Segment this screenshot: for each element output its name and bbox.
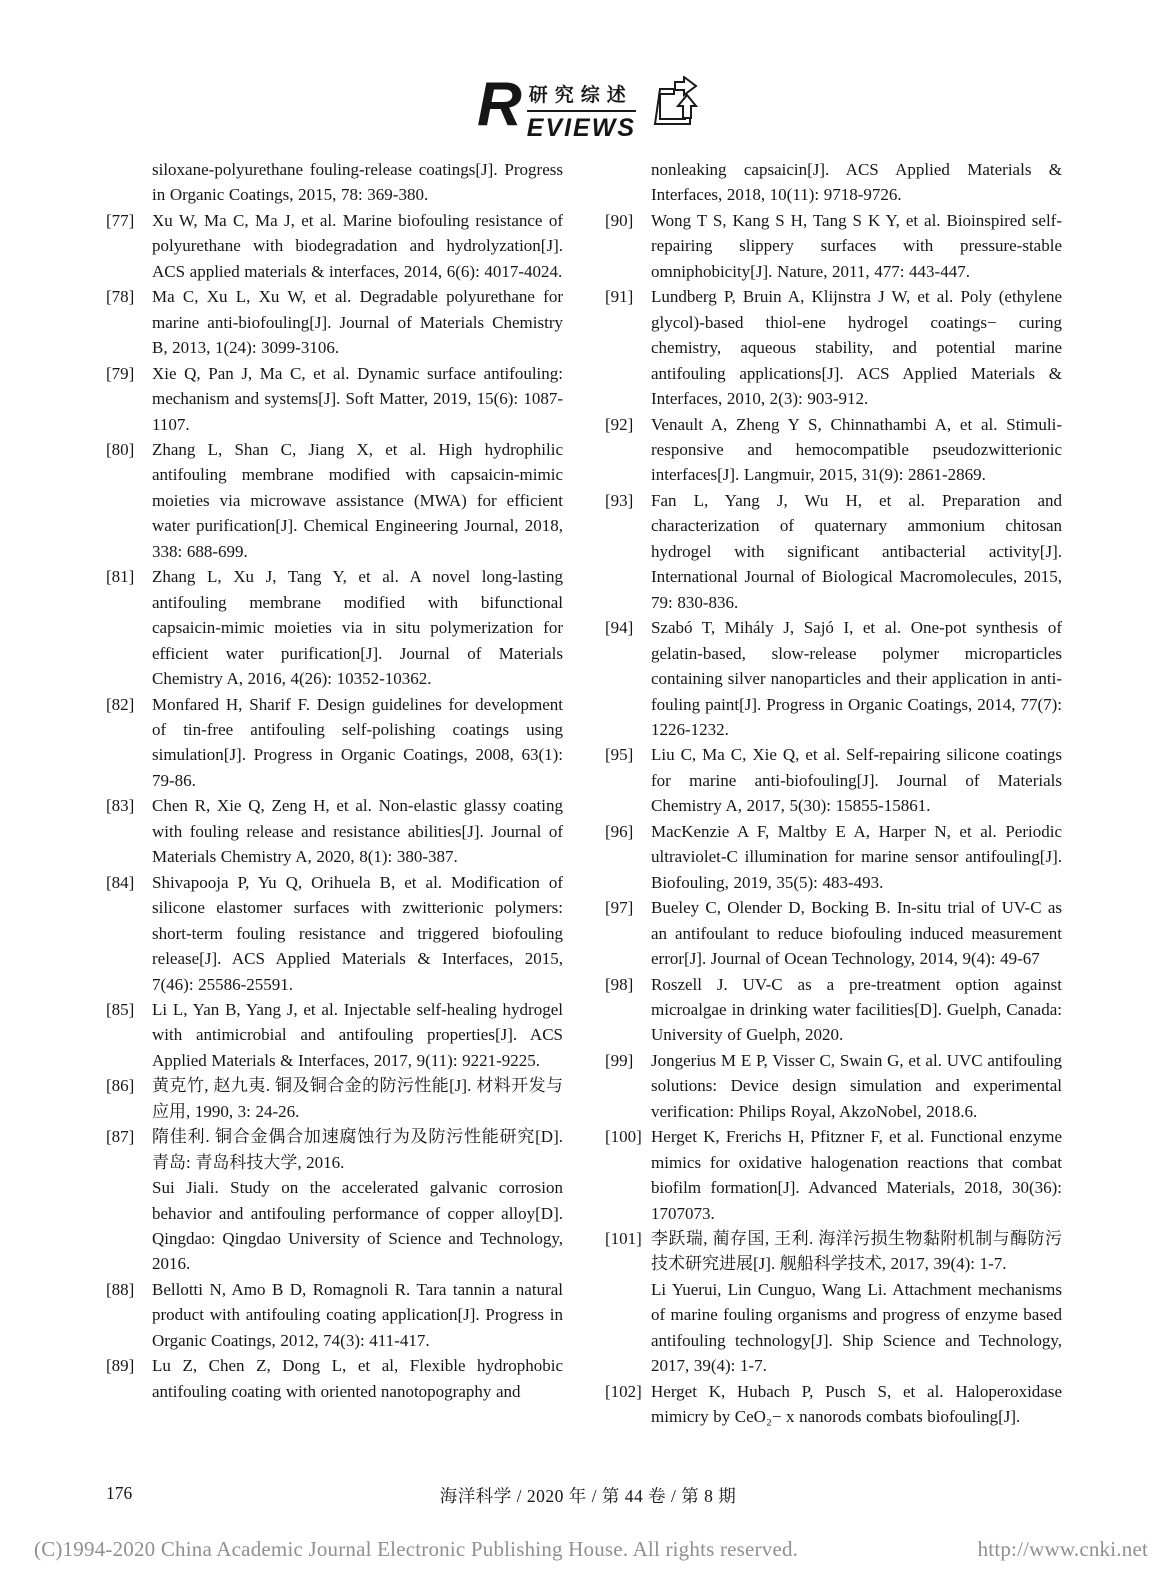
reference-text: Li Yuerui, Lin Cunguo, Wang Li. Attachment mechanisms of marine fouling organisms and progress of enzyme based antifouling technology[J]. Ship Science and Technology, 2017, 39(4): 1-7. xyxy=(651,1279,1062,1376)
reference-text: MacKenzie A F, Maltby E A, Harper N, et al. Periodic ultraviolet-C illumination for marine sensor antifouling[J]. Biofouling, 2019, 35(5): 483-493. xyxy=(651,821,1062,892)
reference-item xyxy=(605,284,1062,411)
reference-body xyxy=(651,412,1062,488)
reference-item xyxy=(605,412,1062,488)
reference-number: [100] xyxy=(605,1127,642,1147)
reference-body xyxy=(152,1353,563,1404)
reference-item xyxy=(106,361,563,437)
reviews-logo-r: R xyxy=(476,70,520,139)
reference-text: Ma C, Xu L, Xu W, et al. Degradable polyurethane for marine anti-biofouling[J]. Journal of Materials Chemistry B, 2013, 1(24): 3099-3106. xyxy=(152,287,563,358)
reference-item xyxy=(605,1048,1062,1124)
reference-text: Venault A, Zheng Y S, Chinnathambi A, et al. Stimuli-responsive and hemocompatible pseudozwitterionic interfaces[J]. Langmuir, 2015, 31(9): 2861-2869. xyxy=(651,414,1062,485)
reference-body xyxy=(651,819,1062,895)
reference-text: 李跃瑞, 蔺存国, 王利. 海洋污损生物黏附机制与酶防污技术研究进展[J]. 舰船科学技术, 2017, 39(4): 1-7. xyxy=(651,1229,1062,1274)
reference-body xyxy=(651,972,1062,1048)
reference-item xyxy=(605,742,1062,818)
reference-body xyxy=(651,615,1062,742)
reference-body xyxy=(651,742,1062,818)
reference-number: [78] xyxy=(106,287,135,307)
reference-item xyxy=(605,819,1062,895)
reference-body xyxy=(651,1226,1062,1379)
reference-text: Lundberg P, Bruin A, Klijnstra J W, et al. Poly (ethylene glycol)-based thiol-ene hydrogel coatings− curing chemistry, aqueous stability, and potential marine antifouling applications[J]. ACS Applied Materials & Interfaces, 2010, 2(3): 903-912. xyxy=(651,287,1062,409)
reference-number: [101] xyxy=(605,1229,642,1249)
reference-body xyxy=(152,1277,563,1353)
reference-number: [92] xyxy=(605,414,634,434)
reference-number: [91] xyxy=(605,287,634,307)
references-right-column xyxy=(605,157,1062,1430)
reference-text: Herget K, Hubach P, Pusch S, et al. Haloperoxidase mimicry by CeO₂− x nanorods combats biofouling[J]. xyxy=(651,1381,1062,1427)
reference-item xyxy=(106,793,563,869)
reference-body xyxy=(651,157,1062,208)
reference-body xyxy=(152,361,563,437)
copyright-strip xyxy=(34,1537,1148,1562)
reference-body xyxy=(152,692,563,794)
references-left-column xyxy=(106,157,563,1430)
copyright-url: http://www.cnki.net xyxy=(977,1537,1148,1561)
reference-item xyxy=(106,437,563,564)
reference-body xyxy=(651,284,1062,411)
reference-number: [80] xyxy=(106,439,135,459)
reference-body xyxy=(651,1379,1062,1430)
reference-text: Xie Q, Pan J, Ma C, et al. Dynamic surface antifouling: mechanism and systems[J]. Soft Matter, 2019, 15(6): 1087-1107. xyxy=(152,363,563,434)
reference-number: [77] xyxy=(106,210,135,230)
reference-body xyxy=(152,157,563,208)
reference-number: [99] xyxy=(605,1050,634,1070)
reference-item xyxy=(106,997,563,1073)
reference-item xyxy=(106,564,563,691)
reference-text: Szabó T, Mihály J, Sajó I, et al. One-pot synthesis of gelatin-based, slow-release polymer microparticles containing silver nanoparticles and their application in anti-fouling paint[J]. Progress in Organic Coatings, 2014, 77(7): 1226-1232. xyxy=(651,618,1062,739)
page-footer xyxy=(0,1483,1176,1508)
reference-number: [102] xyxy=(605,1381,642,1401)
reference-number: [85] xyxy=(106,999,135,1019)
reference-number: [90] xyxy=(605,210,634,230)
reference-body xyxy=(651,488,1062,615)
reference-item xyxy=(106,870,563,997)
reference-body xyxy=(152,997,563,1073)
reference-item xyxy=(106,692,563,794)
reference-text: Li L, Yan B, Yang J, et al. Injectable self-healing hydrogel with antimicrobial and antifouling properties[J]. ACS Applied Materials & Interfaces, 2017, 9(11): 9221-9225. xyxy=(152,999,563,1070)
reference-number: [93] xyxy=(605,490,634,510)
reference-item xyxy=(605,972,1062,1048)
reference-body xyxy=(152,437,563,564)
reference-number: [79] xyxy=(106,363,135,383)
references-section xyxy=(106,157,1062,1430)
reference-text: Shivapooja P, Yu Q, Orihuela B, et al. Modification of silicone elastomer surfaces with zwitterionic polymers: short-term fouling resistance and triggered biofouling release[J]. ACS Applied Materials & Interfaces, 2015, 7(46): 25586-25591. xyxy=(152,872,563,994)
reference-item xyxy=(106,1124,563,1277)
reference-item xyxy=(605,208,1062,284)
reference-text: Chen R, Xie Q, Zeng H, et al. Non-elastic glassy coating with fouling release and resistance abilities[J]. Journal of Materials Chemistry A, 2020, 8(1): 380-387. xyxy=(152,796,563,867)
reference-text: Liu C, Ma C, Xie Q, et al. Self-repairing silicone coatings for marine anti-biofouling[J]. Journal of Materials Chemistry A, 2017, 5(30): 15855-15861. xyxy=(651,745,1062,816)
reference-item xyxy=(106,1073,563,1124)
reference-text: Herget K, Frerichs H, Pfitzner F, et al. Functional enzyme mimics for oxidative halogenation reactions that combat biofilm formation[J]. Advanced Materials, 2018, 30(36): 1707073. xyxy=(651,1127,1062,1223)
reference-body xyxy=(651,895,1062,971)
reference-text: Xu W, Ma C, Ma J, et al. Marine biofouling resistance of polyurethane with biodegradation and hydrolyzation[J]. ACS applied materials & interfaces, 2014, 6(6): 4017-4024. xyxy=(152,210,563,281)
reference-item xyxy=(106,1353,563,1404)
reviews-logo-chinese-title: 研究综述 xyxy=(527,80,636,112)
reference-text: Bellotti N, Amo B D, Romagnoli R. Tara tannin a natural product with antifouling coating application[J]. Progress in Organic Coatings, 2012, 74(3): 411-417. xyxy=(152,1279,563,1350)
reference-body xyxy=(152,208,563,284)
reference-item xyxy=(106,208,563,284)
reviews-arrows-icon xyxy=(647,76,699,133)
reference-body xyxy=(651,1124,1062,1226)
reference-item xyxy=(605,1124,1062,1226)
reference-text: Jongerius M E P, Visser C, Swain G, et al. UVC antifouling solutions: Device design simulation and experimental verification: Philips Royal, AkzoNobel, 2018.6. xyxy=(651,1050,1062,1121)
reviews-logo-english-title: EVIEWS xyxy=(526,114,637,142)
page-number: 176 xyxy=(106,1483,133,1503)
reference-number: [84] xyxy=(106,872,135,892)
journal-issue-line: 海洋科学 / 2020 年 / 第 44 卷 / 第 8 期 xyxy=(439,1486,737,1506)
reference-item xyxy=(605,1379,1062,1430)
reference-number: [87] xyxy=(106,1127,135,1147)
reference-body xyxy=(152,284,563,360)
reference-text: Fan L, Yang J, Wu H, et al. Preparation and characterization of quaternary ammonium chitosan hydrogel with significant antibacterial activity[J]. International Journal of Biological Macromolecules, 2015, 79: 830-836. xyxy=(651,490,1062,612)
reference-text: Zhang L, Xu J, Tang Y, et al. A novel long-lasting antifouling membrane modified with bifunctional capsaicin-mimic moieties via in situ polymerization for efficient water purification[J]. Journal of Materials Chemistry A, 2016, 4(26): 10352-10362. xyxy=(152,567,563,689)
reference-text: Lu Z, Chen Z, Dong L, et al, Flexible hydrophobic antifouling coating with oriented nanotopography and xyxy=(152,1356,563,1401)
reference-number: [88] xyxy=(106,1279,135,1299)
reference-body xyxy=(651,1048,1062,1124)
reference-number: [96] xyxy=(605,821,634,841)
reference-text: 隋佳利. 铜合金偶合加速腐蚀行为及防污性能研究[D]. 青岛: 青岛科技大学, 2016. xyxy=(152,1127,563,1172)
reference-item xyxy=(605,488,1062,615)
reference-text: Monfared H, Sharif F. Design guidelines for development of tin-free antifouling self-polishing coatings using simulation[J]. Progress in Organic Coatings, 2008, 63(1): 79-86. xyxy=(152,694,563,790)
reference-text: nonleaking capsaicin[J]. ACS Applied Materials & Interfaces, 2018, 10(11): 9718-9726. xyxy=(651,160,1062,205)
reference-text: Roszell J. UV-C as a pre-treatment option against microalgae in drinking water facilities[D]. Guelph, Canada: University of Guelph, 2020. xyxy=(651,974,1062,1045)
reference-number: [98] xyxy=(605,974,634,994)
reference-number: [89] xyxy=(106,1356,135,1376)
reference-number: [81] xyxy=(106,567,135,587)
journal-header xyxy=(0,70,1176,143)
reference-number: [86] xyxy=(106,1076,135,1096)
reference-body xyxy=(152,870,563,997)
reference-body xyxy=(152,1073,563,1124)
reference-text: 黄克竹, 赵九夷. 铜及铜合金的防污性能[J]. 材料开发与应用, 1990, 3: 24-26. xyxy=(152,1076,563,1121)
reference-number: [94] xyxy=(605,618,634,638)
copyright-notice: (C)1994-2020 China Academic Journal Electronic Publishing House. All rights reserved. xyxy=(34,1537,799,1561)
reference-text: Wong T S, Kang S H, Tang S K Y, et al. Bioinspired self-repairing slippery surfaces with pressure-stable omniphobicity[J]. Nature, 2011, 477: 443-447. xyxy=(651,210,1062,281)
reference-item xyxy=(605,157,1062,208)
reference-item xyxy=(605,895,1062,971)
reference-text: Sui Jiali. Study on the accelerated galvanic corrosion behavior and antifouling performance of copper alloy[D]. Qingdao: Qingdao University of Science and Technology, 2016. xyxy=(152,1178,563,1274)
reference-body xyxy=(651,208,1062,284)
reference-number: [95] xyxy=(605,745,634,765)
reference-body xyxy=(152,564,563,691)
reference-number: [97] xyxy=(605,898,634,918)
reference-body xyxy=(152,793,563,869)
reference-item xyxy=(605,1226,1062,1379)
reference-number: [83] xyxy=(106,796,135,816)
reference-item xyxy=(106,157,563,208)
reference-text: siloxane-polyurethane fouling-release coatings[J]. Progress in Organic Coatings, 2015, 78: 369-380. xyxy=(152,160,563,205)
reference-item xyxy=(605,615,1062,742)
reference-item xyxy=(106,1277,563,1353)
reference-body xyxy=(152,1124,563,1277)
reference-text: Zhang L, Shan C, Jiang X, et al. High hydrophilic antifouling membrane modified with capsaicin-mimic moieties via microwave assistance (MWA) for efficient water purification[J]. Chemical Engineering Journal, 2018, 338: 688-699. xyxy=(152,439,563,561)
reference-text: Bueley C, Olender D, Bocking B. In-situ trial of UV-C as an antifoulant to reduce biofouling induced measurement error[J]. Journal of Ocean Technology, 2014, 9(4): 49-67 xyxy=(651,898,1062,969)
reference-item xyxy=(106,284,563,360)
reference-number: [82] xyxy=(106,694,135,714)
